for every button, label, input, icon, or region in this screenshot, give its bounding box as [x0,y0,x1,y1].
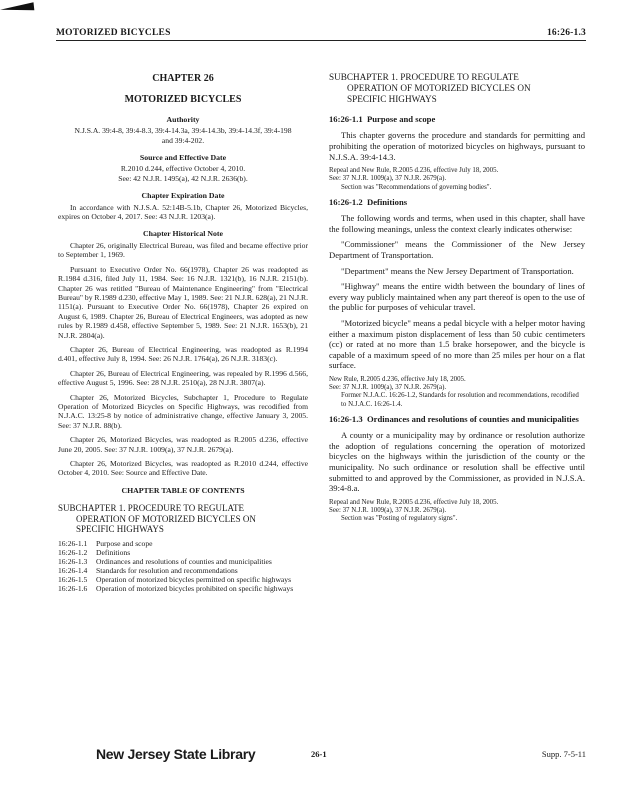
definition-paragraph: "Commissioner" means the Commissioner of the New Jersey Department of Transportation. [329,239,585,260]
toc-entry-number: 16:26-1.3 [58,556,88,566]
definition-paragraph: "Highway" means the entire width between the boundary of lines of every way publicly maintained when any part thereof is open to the use of the public for purposes of vehicular travel. [329,281,585,313]
toc-entry-number: 16:26-1.1 [58,538,88,548]
note-line: Former N.J.A.C. 16:26-1.2, Standards for resolution and recommendations, recodified to N.J.A.C. 16:26-1.4. [341,392,579,408]
toc-entry [58,566,308,575]
toc-entry-number: 16:26-1.6 [58,583,88,593]
note-line: See: 37 N.J.R. 1009(a), 37 N.J.R. 2679(a). [329,506,447,514]
history-paragraph: Chapter 26, Motorized Bicycles, was readopted as R.2005 d.236, effective June 20, 2005. See: 37 N.J.R. 1009(a), 37 N.J.R. 2679(a). [58,435,308,454]
section-body: The following words and terms, when used in this chapter, shall have the following meanings, unless the context clearly indicates otherwise: [329,213,585,234]
note-line: Repeal and New Rule, R.2005 d.236, effective July 18, 2005. [329,167,499,175]
subchapter-line: SPECIFIC HIGHWAYS [347,94,437,104]
section-heading [329,115,585,124]
source-heading: Source and Effective Date [139,153,227,163]
toc-subchapter-line: OPERATION OF MOTORIZED BICYCLES ON [76,513,256,524]
toc-entry [58,575,308,584]
section-body: A county or a municipality may by ordinance or resolution authorize the adoption of regulations concerning the operation of motorized bicycles on the highways within the jurisdiction of the county or the municipality. No such ordinance or resolution shall be effective until submitted to and approved by the Commissioner, as provided in N.J.S.A. 39:4-8.a. [329,430,585,494]
header-title: MOTORIZED BICYCLES [56,28,171,38]
toc-entry-number: 16:26-1.2 [58,547,88,557]
note-line: Repeal and New Rule, R.2005 d.236, effective July 18, 2005. [329,498,499,506]
toc-entry-title: Operation of motorized bicycles prohibited on specific highways [96,583,294,593]
subchapter-line: SUBCHAPTER 1. PROCEDURE TO REGULATE [329,72,519,82]
section-title: Definitions [367,196,408,207]
note-line: Section was "Recommendations of governing bodies". [341,183,492,191]
section-history-note [329,167,585,192]
history-paragraph: Chapter 26, Motorized Bicycles, Subchapter 1, Procedure to Regulate Operation of Motorized Bicycles on Specific Highways, was recodified from N.J.A.C. 13:25-8 by notice of administrative change, effective January 3, 2005. See: 37 N.J.R. 88(b). [58,392,308,430]
toc-entry-number: 16:26-1.4 [58,565,88,575]
section-title: Ordinances and resolutions of counties and municipalities [367,413,579,424]
section-heading [329,198,585,207]
history-paragraph: Chapter 26, Bureau of Electrical Engineering, was repealed by R.1996 d.566, effective August 5, 1996. See: 28 N.J.R. 2510(a), 28 N.J.R. 3807(a). [58,368,308,388]
toc-subchapter-line: SPECIFIC HIGHWAYS [76,524,164,535]
section-number: 16:26-1.3 [329,413,363,424]
toc-entry-title: Definitions [96,547,131,557]
note-line: See: 37 N.J.R. 1009(a), 37 N.J.R. 2679(a). [329,175,447,183]
running-header [56,28,586,41]
section-title: Purpose and scope [367,114,436,124]
note-line: New Rule, R.2005 d.236, effective July 18, 2005. [329,375,466,383]
subchapter-title [329,72,585,105]
section-heading [329,415,585,424]
chapter-title: MOTORIZED BICYCLES [124,94,242,106]
toc-entry [58,584,308,593]
supplement-date: Supp. 7-5-11 [541,749,586,759]
scan-corner-mark [0,2,34,14]
left-column [58,72,308,593]
section-history-note [329,376,585,409]
toc-entry-title: Purpose and scope [96,538,153,548]
right-column [329,72,585,529]
section-number: 16:26-1.2 [329,196,363,207]
expiration-text: In accordance with N.J.S.A. 52:14B-5.1b, Chapter 26, Motorized Bicycles, expires on October 4, 2017. See: 43 N.J.R. 1203(a). [58,202,308,222]
section-history-note [329,499,585,524]
chapter-number: CHAPTER 26 [152,73,214,84]
toc-subchapter-title [58,503,308,535]
note-line: Section was "Posting of regulatory signs". [341,515,458,523]
source-line-2: See: 42 N.J.R. 1495(a), 42 N.J.R. 2636(b). [118,173,248,183]
history-paragraph: Chapter 26, originally Electrical Bureau, was filed and became effective prior to September 1, 1969. [58,240,308,260]
toc-entry [58,557,308,566]
toc-entry [58,539,308,548]
expiration-heading: Chapter Expiration Date [141,191,225,201]
section-body: This chapter governs the procedure and standards for permitting and prohibiting the operation of motorized bicycles on highways, pursuant to N.J.S.A. 39:4-14.3. [329,130,585,162]
section-number: 16:26-1.1 [329,114,363,124]
authority-heading: Authority [166,114,200,124]
header-section-number: 16:26-1.3 [546,28,586,38]
library-name: New Jersey State Library [96,746,256,762]
toc-subchapter-line: SUBCHAPTER 1. PROCEDURE TO REGULATE [58,503,244,514]
toc-entry-title: Standards for resolution and recommendations [96,565,238,575]
toc-entry-title: Operation of motorized bicycles permitted on specific highways [96,574,292,584]
history-paragraph: Chapter 26, Motorized Bicycles, was readopted as R.2010 d.244, effective October 4, 2010. See: Source and Effective Date. [58,459,308,478]
page-number: 26-1 [311,749,327,759]
history-paragraph: Pursuant to Executive Order No. 66(1978), Chapter 26 was readopted as R.1984 d.316, filed July 11, 1984. See: 16 N.J.R. 1321(b), 16 N.J.R. 2151(b). Chapter 26 was retitled "Bureau of Maintenance Engineering" from "Electrical Bureau" by R.1989 d.230, effective May 1, 1989. See: 21 N.J.R. 628(a), 21 N.J.R. 1151(a). Pursuant to Executive Order No. 66(1978), Chapter 26 expired on August 6, 1989. Chapter 26, Bureau of Electrical Engineers, was adopted as new rules by R.1989 d.458, effective September 5, 1989. See: 21 N.J.R. 1653(b), 21 N.J.R. 2804(a). [58,264,308,340]
definition-paragraph: "Department" means the New Jersey Department of Transportation. [341,265,574,276]
page-footer [96,746,586,766]
source-line-1: R.2010 d.244, effective October 4, 2010. [120,164,246,174]
definition-paragraph: "Motorized bicycle" means a pedal bicycle with a helper motor having either a maximum piston displacement of less than 50 cubic centimeters (cc) or rated at no more than 1.5 brake horsepower, and the bicycle is capable of a maximum speed of no more than 25 miles per hour on a flat surface. [329,317,585,371]
toc-entry [58,548,308,557]
history-heading: Chapter Historical Note [143,229,223,239]
note-line: See: 37 N.J.R. 1009(a), 37 N.J.R. 2679(a). [329,384,447,392]
history-paragraph: Chapter 26, Bureau of Electrical Engineering, was readopted as R.1994 d.401, effective July 8, 1994. See: 26 N.J.R. 1764(a), 26 N.J.R. 3183(c). [58,344,308,364]
authority-text: N.J.S.A. 39:4-8, 39:4-8.3, 39:4-14.3a, 39:4-14.3b, 39:4-14.3f, 39:4-198 and 39:4-202. [74,126,292,145]
subchapter-line: OPERATION OF MOTORIZED BICYCLES ON [347,83,531,93]
toc-heading: CHAPTER TABLE OF CONTENTS [121,485,245,495]
toc-entry-number: 16:26-1.5 [58,574,88,584]
toc-entry-title: Ordinances and resolutions of counties and municipalities [96,556,272,566]
